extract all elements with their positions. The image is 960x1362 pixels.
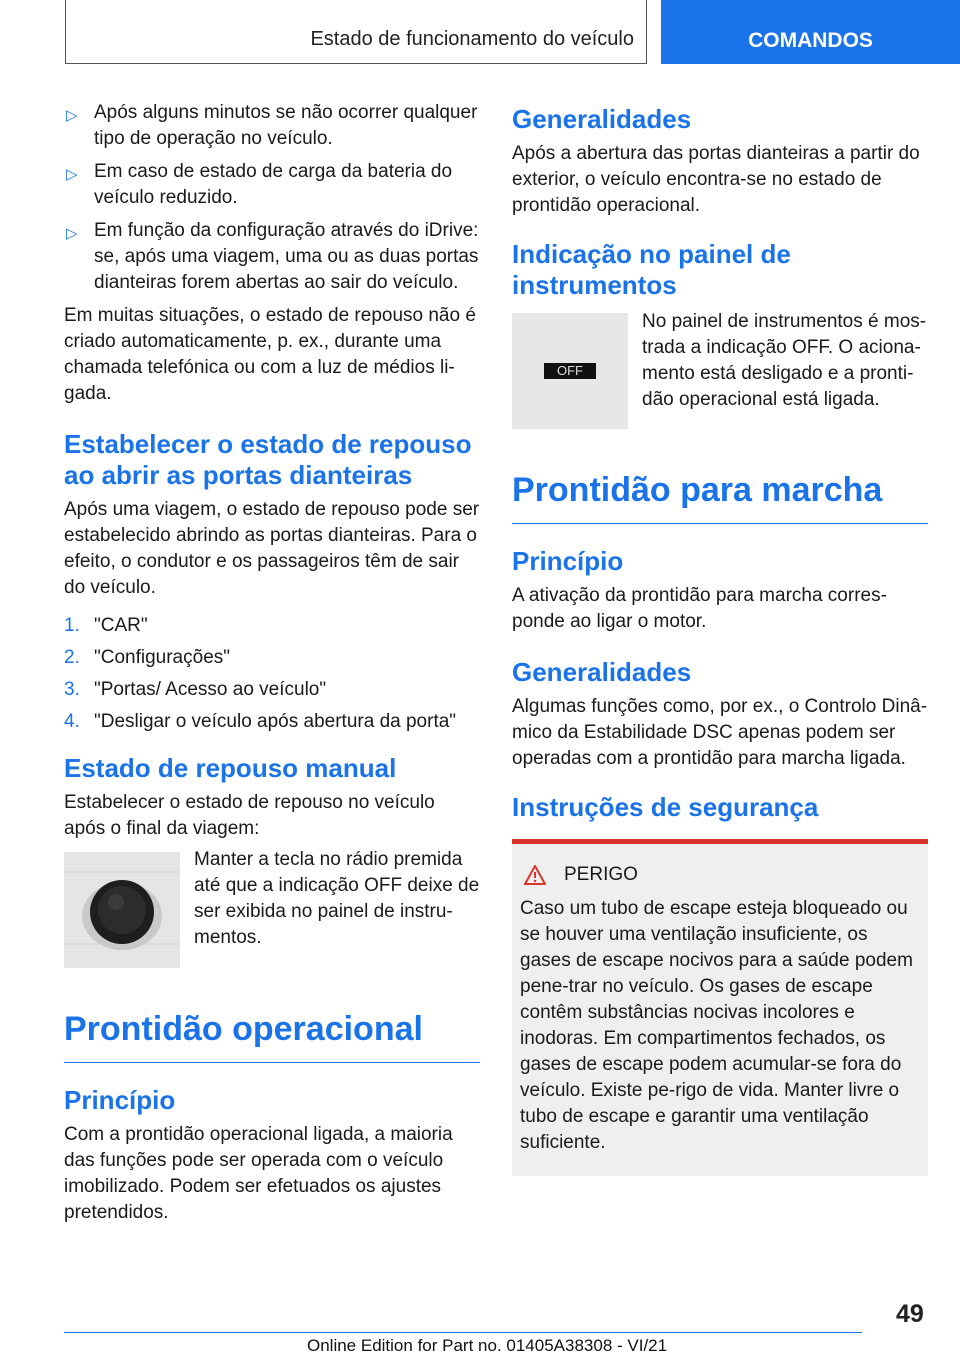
paragraph: Em muitas situações, o estado de repouso não é criado automaticamente, p. ex., durante uma chamada telefónica ou com a luz de médios li-gada. bbox=[64, 305, 476, 404]
heading-principle: Princípio bbox=[512, 546, 624, 576]
paragraph: A ativação da prontidão para marcha corres-ponde ao ligar o motor. bbox=[512, 585, 887, 632]
list-item: ▷ Em função da configuração através do iDrive: se, após uma viagem, uma ou as duas portas dianteiras forem abertas ao sair do veículo. bbox=[66, 220, 479, 293]
steps-list bbox=[64, 613, 480, 735]
heading-manual: Estado de repouso manual bbox=[64, 753, 397, 783]
warning-triangle-icon bbox=[524, 865, 546, 885]
off-badge: OFF bbox=[544, 363, 596, 379]
figure-row bbox=[64, 849, 480, 968]
heading-general: Generalidades bbox=[512, 657, 692, 687]
chapter-tab[interactable]: COMANDOS bbox=[661, 0, 960, 64]
section-drive bbox=[512, 469, 928, 524]
triangle-bullet-icon: ▷ bbox=[66, 225, 78, 242]
left-column bbox=[64, 100, 480, 1226]
paragraph: Algumas funções como, por ex., o Controlo Dinâ-mico da Estabilidade DSC apenas podem ser operadas com a prontidão para marcha ligada. bbox=[512, 696, 928, 769]
page-number: 49 bbox=[896, 1300, 924, 1328]
step-item: 1. "CAR" bbox=[64, 615, 148, 636]
heading-general: Generalidades bbox=[512, 104, 692, 134]
list-item: ▷ Em caso de estado de carga da bateria do veículo reduzido. bbox=[66, 161, 453, 208]
paragraph: Com a prontidão operacional ligada, a maioria das funções pode ser operada com o veículo imobilizado. Podem ser efetuados os ajustes pretendidos. bbox=[64, 1124, 453, 1223]
section-title: Estado de funcionamento do veículo bbox=[310, 28, 634, 50]
danger-warning-box bbox=[512, 839, 928, 1176]
heading-principle: Princípio bbox=[64, 1085, 176, 1115]
paragraph: Após a abertura das portas dianteiras a partir do exterior, o veículo encontra-se no estado de prontidão operacional. bbox=[512, 143, 920, 216]
heading-safety: Instruções de segurança bbox=[512, 792, 819, 822]
condition-list bbox=[64, 100, 480, 296]
step-item: 3. "Portas/ Acesso ao veículo" bbox=[64, 679, 327, 700]
off-indicator-image bbox=[512, 313, 628, 429]
figure-caption: Manter a tecla no rádio premida até que a indicação OFF deixe de ser exibida no painel de instru-mentos. bbox=[194, 849, 480, 948]
paragraph: Estabelecer o estado de repouso no veículo após o final da viagem: bbox=[64, 792, 435, 839]
section-operational bbox=[64, 1008, 480, 1063]
heading-operational: Prontidão operacional bbox=[64, 1010, 423, 1048]
figure-caption: No painel de instrumentos é mos-trada a indicação OFF. O aciona-mento está desligado e a pronti-dão operacional está ligada. bbox=[642, 311, 927, 410]
warning-title: PERIGO bbox=[520, 864, 918, 886]
right-column bbox=[512, 100, 928, 1176]
triangle-bullet-icon: ▷ bbox=[66, 166, 78, 183]
step-item: 2. "Configurações" bbox=[64, 647, 231, 668]
heading-indication: Indicação no painel de instrumentos bbox=[512, 239, 791, 300]
list-item: ▷ Após alguns minutos se não ocorrer qualquer tipo de operação no veículo. bbox=[66, 102, 478, 149]
footer-rule bbox=[64, 1332, 862, 1333]
warning-text: Caso um tubo de escape esteja bloqueado ou se houver uma ventilação insuficiente, os gases de escape nocivos para a saúde podem pene-trar no veículo. Os gases de escape contêm substâncias nocivas incolores e inodoras. Em compartimentos fechados, os gases de escape podem acumular-se fora do veículo. Existe pe-rigo de vida. Manter livre o tubo de escape e garantir uma ventilação suficiente. bbox=[520, 898, 913, 1153]
figure-row bbox=[512, 313, 928, 429]
radio-knob-image bbox=[64, 852, 180, 968]
header-frame bbox=[65, 0, 647, 64]
edition-text: Online Edition for Part no. 01405A38308 - VI/21 bbox=[307, 1336, 668, 1355]
step-item: 4. "Desligar o veículo após abertura da porta" bbox=[64, 711, 457, 732]
triangle-bullet-icon: ▷ bbox=[66, 107, 78, 124]
paragraph: Após uma viagem, o estado de repouso pode ser estabelecido abrindo as portas dianteiras. Para o efeito, o condutor e os passageiros têm de sair do veículo. bbox=[64, 499, 480, 598]
heading-doors: Estabelecer o estado de repouso ao abrir as portas dianteiras bbox=[64, 429, 472, 490]
heading-drive: Prontidão para marcha bbox=[512, 471, 883, 509]
